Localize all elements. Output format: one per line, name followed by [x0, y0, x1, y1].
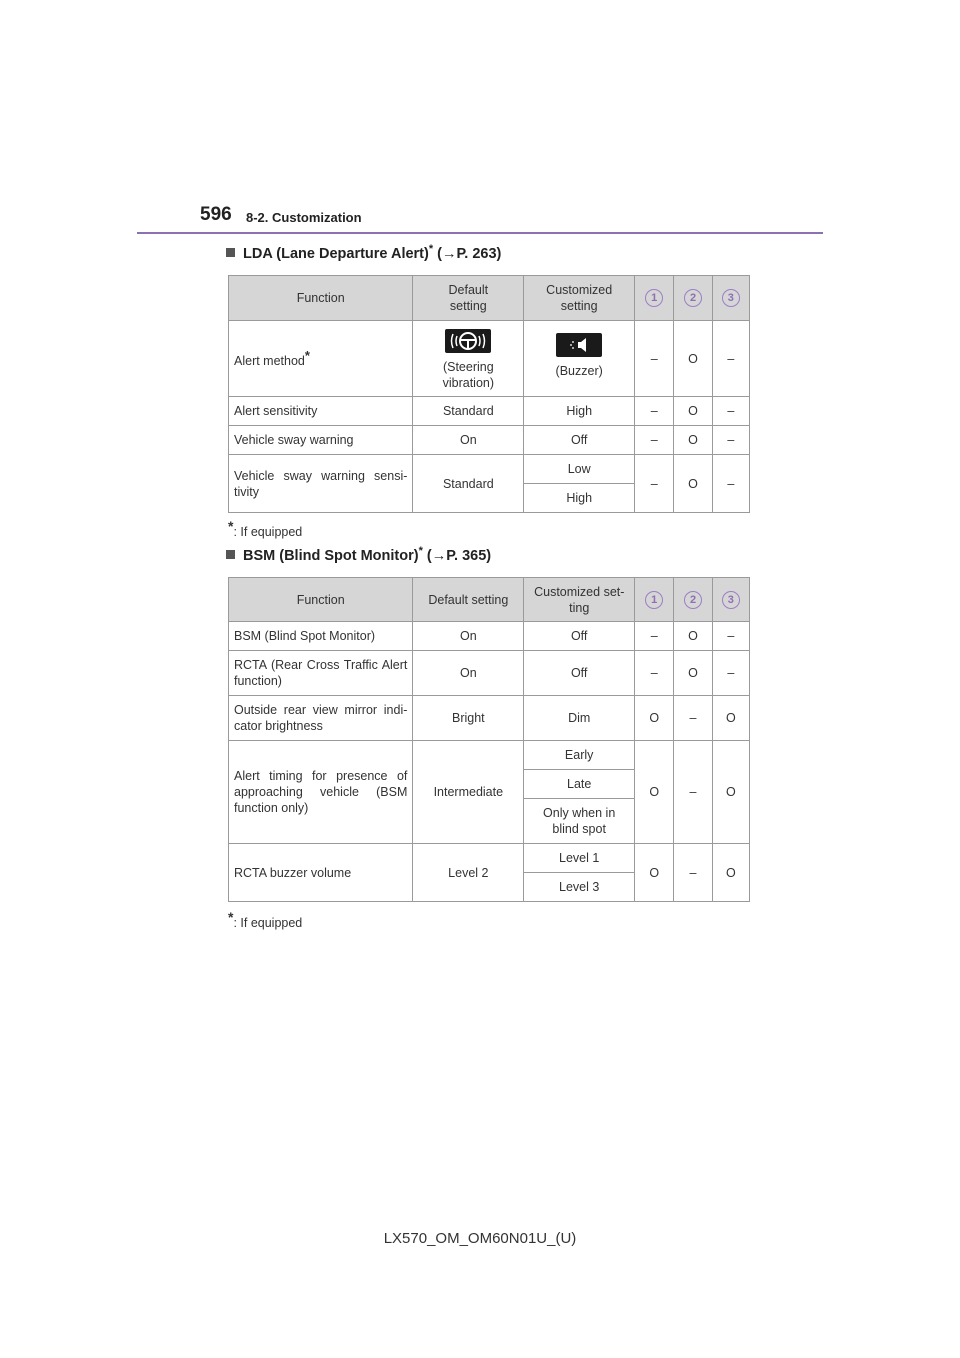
table-row: RCTA buzzer volume Level 2 Level 1 O – O: [229, 844, 750, 873]
footnote: *: If equipped: [228, 518, 303, 540]
table-row: Outside rear view mirror indi- cator brightness Bright Dim O – O: [229, 696, 750, 741]
column-header: Default setting: [413, 276, 524, 321]
bullet-square-icon: [226, 550, 235, 559]
table-row: BSM (Blind Spot Monitor) On Off – O –: [229, 622, 750, 651]
table-row: Vehicle sway warning On Off – O –: [229, 426, 750, 455]
custom-cell: (Buzzer): [524, 321, 635, 397]
table-row: Only when in blind spot: [229, 799, 750, 844]
page-number: 596: [200, 204, 232, 225]
table-row: Vehicle sway warning sensi- tivity Standard Low – O –: [229, 455, 750, 484]
column-header: 2: [674, 276, 712, 321]
column-header: Function: [229, 276, 413, 321]
section-title: 8-2. Customization: [246, 210, 362, 225]
table-row: RCTA (Rear Cross Traffic Alert function) On Off – O –: [229, 651, 750, 696]
table-row: Level 3: [229, 873, 750, 902]
bsm-heading: BSM (Blind Spot Monitor)* (→P. 365): [226, 545, 491, 564]
footnote: *: If equipped: [228, 909, 303, 931]
bsm-table: [228, 577, 750, 902]
lda-heading: LDA (Lane Departure Alert)* (→P. 263): [226, 243, 501, 262]
buzzer-icon: [556, 333, 602, 357]
steering-vibration-icon: [445, 329, 491, 353]
table-row: High: [229, 484, 750, 513]
column-header: 3: [712, 276, 749, 321]
table-row: Alert sensitivity Standard High – O –: [229, 397, 750, 426]
table-row: Alert timing for presence of approaching vehicle (BSM function only) Intermediate Early O – O: [229, 741, 750, 770]
column-header: 1: [635, 276, 674, 321]
table-header-row: [229, 276, 750, 321]
header-rule: [137, 232, 823, 234]
column-header: Customized setting: [524, 276, 635, 321]
bullet-square-icon: [226, 248, 235, 257]
function-cell: Alert method*: [229, 321, 413, 397]
lda-table: [228, 275, 750, 513]
default-cell: (Steering vibration): [413, 321, 524, 397]
table-row: Alert method* (Steering vibration) (Buzzer) – O –: [229, 321, 750, 397]
table-row: Late: [229, 770, 750, 799]
document-code: LX570_OM_OM60N01U_(U): [383, 1230, 577, 1247]
table-header-row: Function Default setting Customized set- ting 1 2 3: [229, 578, 750, 622]
